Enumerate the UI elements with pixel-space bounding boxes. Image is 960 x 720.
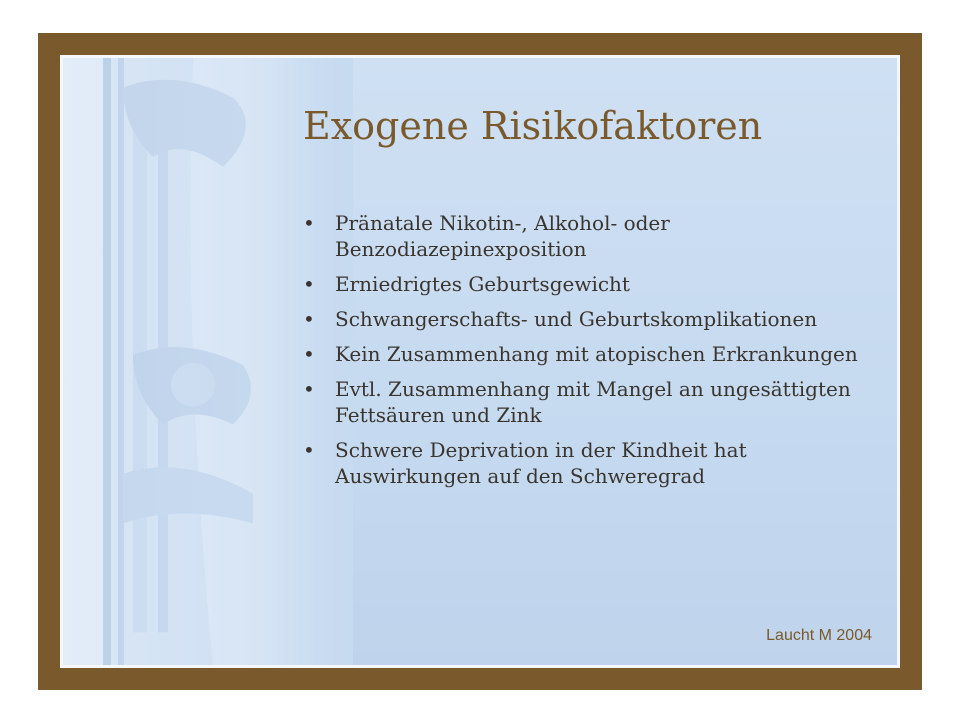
slide-frame [38,33,922,690]
bullet-list [303,210,863,498]
list-item [303,341,863,367]
bullet-text: Schwangerschafts- und Geburtskomplikationen [335,307,818,331]
list-item [303,437,863,489]
bullet-icon: • [303,342,315,366]
bullet-text: Erniedrigtes Geburtsgewicht [335,272,630,296]
bullet-icon: • [303,211,315,235]
source-citation: Laucht M 2004 [766,627,872,644]
bullet-text: Pränatale Nikotin-, Alkohol- oder Benzodiazepinexposition [335,211,670,261]
bullet-text: Kein Zusammenhang mit atopischen Erkrankungen [335,342,858,366]
list-item [303,306,863,332]
list-item [303,376,863,428]
bullet-icon: • [303,438,315,462]
bullet-icon: • [303,307,315,331]
bullet-icon: • [303,272,315,296]
list-item [303,210,863,262]
slide-content-area [60,55,900,668]
list-item [303,271,863,297]
bullet-text: Schwere Deprivation in der Kindheit hat Auswirkungen auf den Schweregrad [335,438,747,488]
slide-title: Exogene Risikofaktoren [303,104,763,148]
bullet-text: Evtl. Zusammenhang mit Mangel an ungesättigten Fettsäuren und Zink [335,377,851,427]
bullet-icon: • [303,377,315,401]
